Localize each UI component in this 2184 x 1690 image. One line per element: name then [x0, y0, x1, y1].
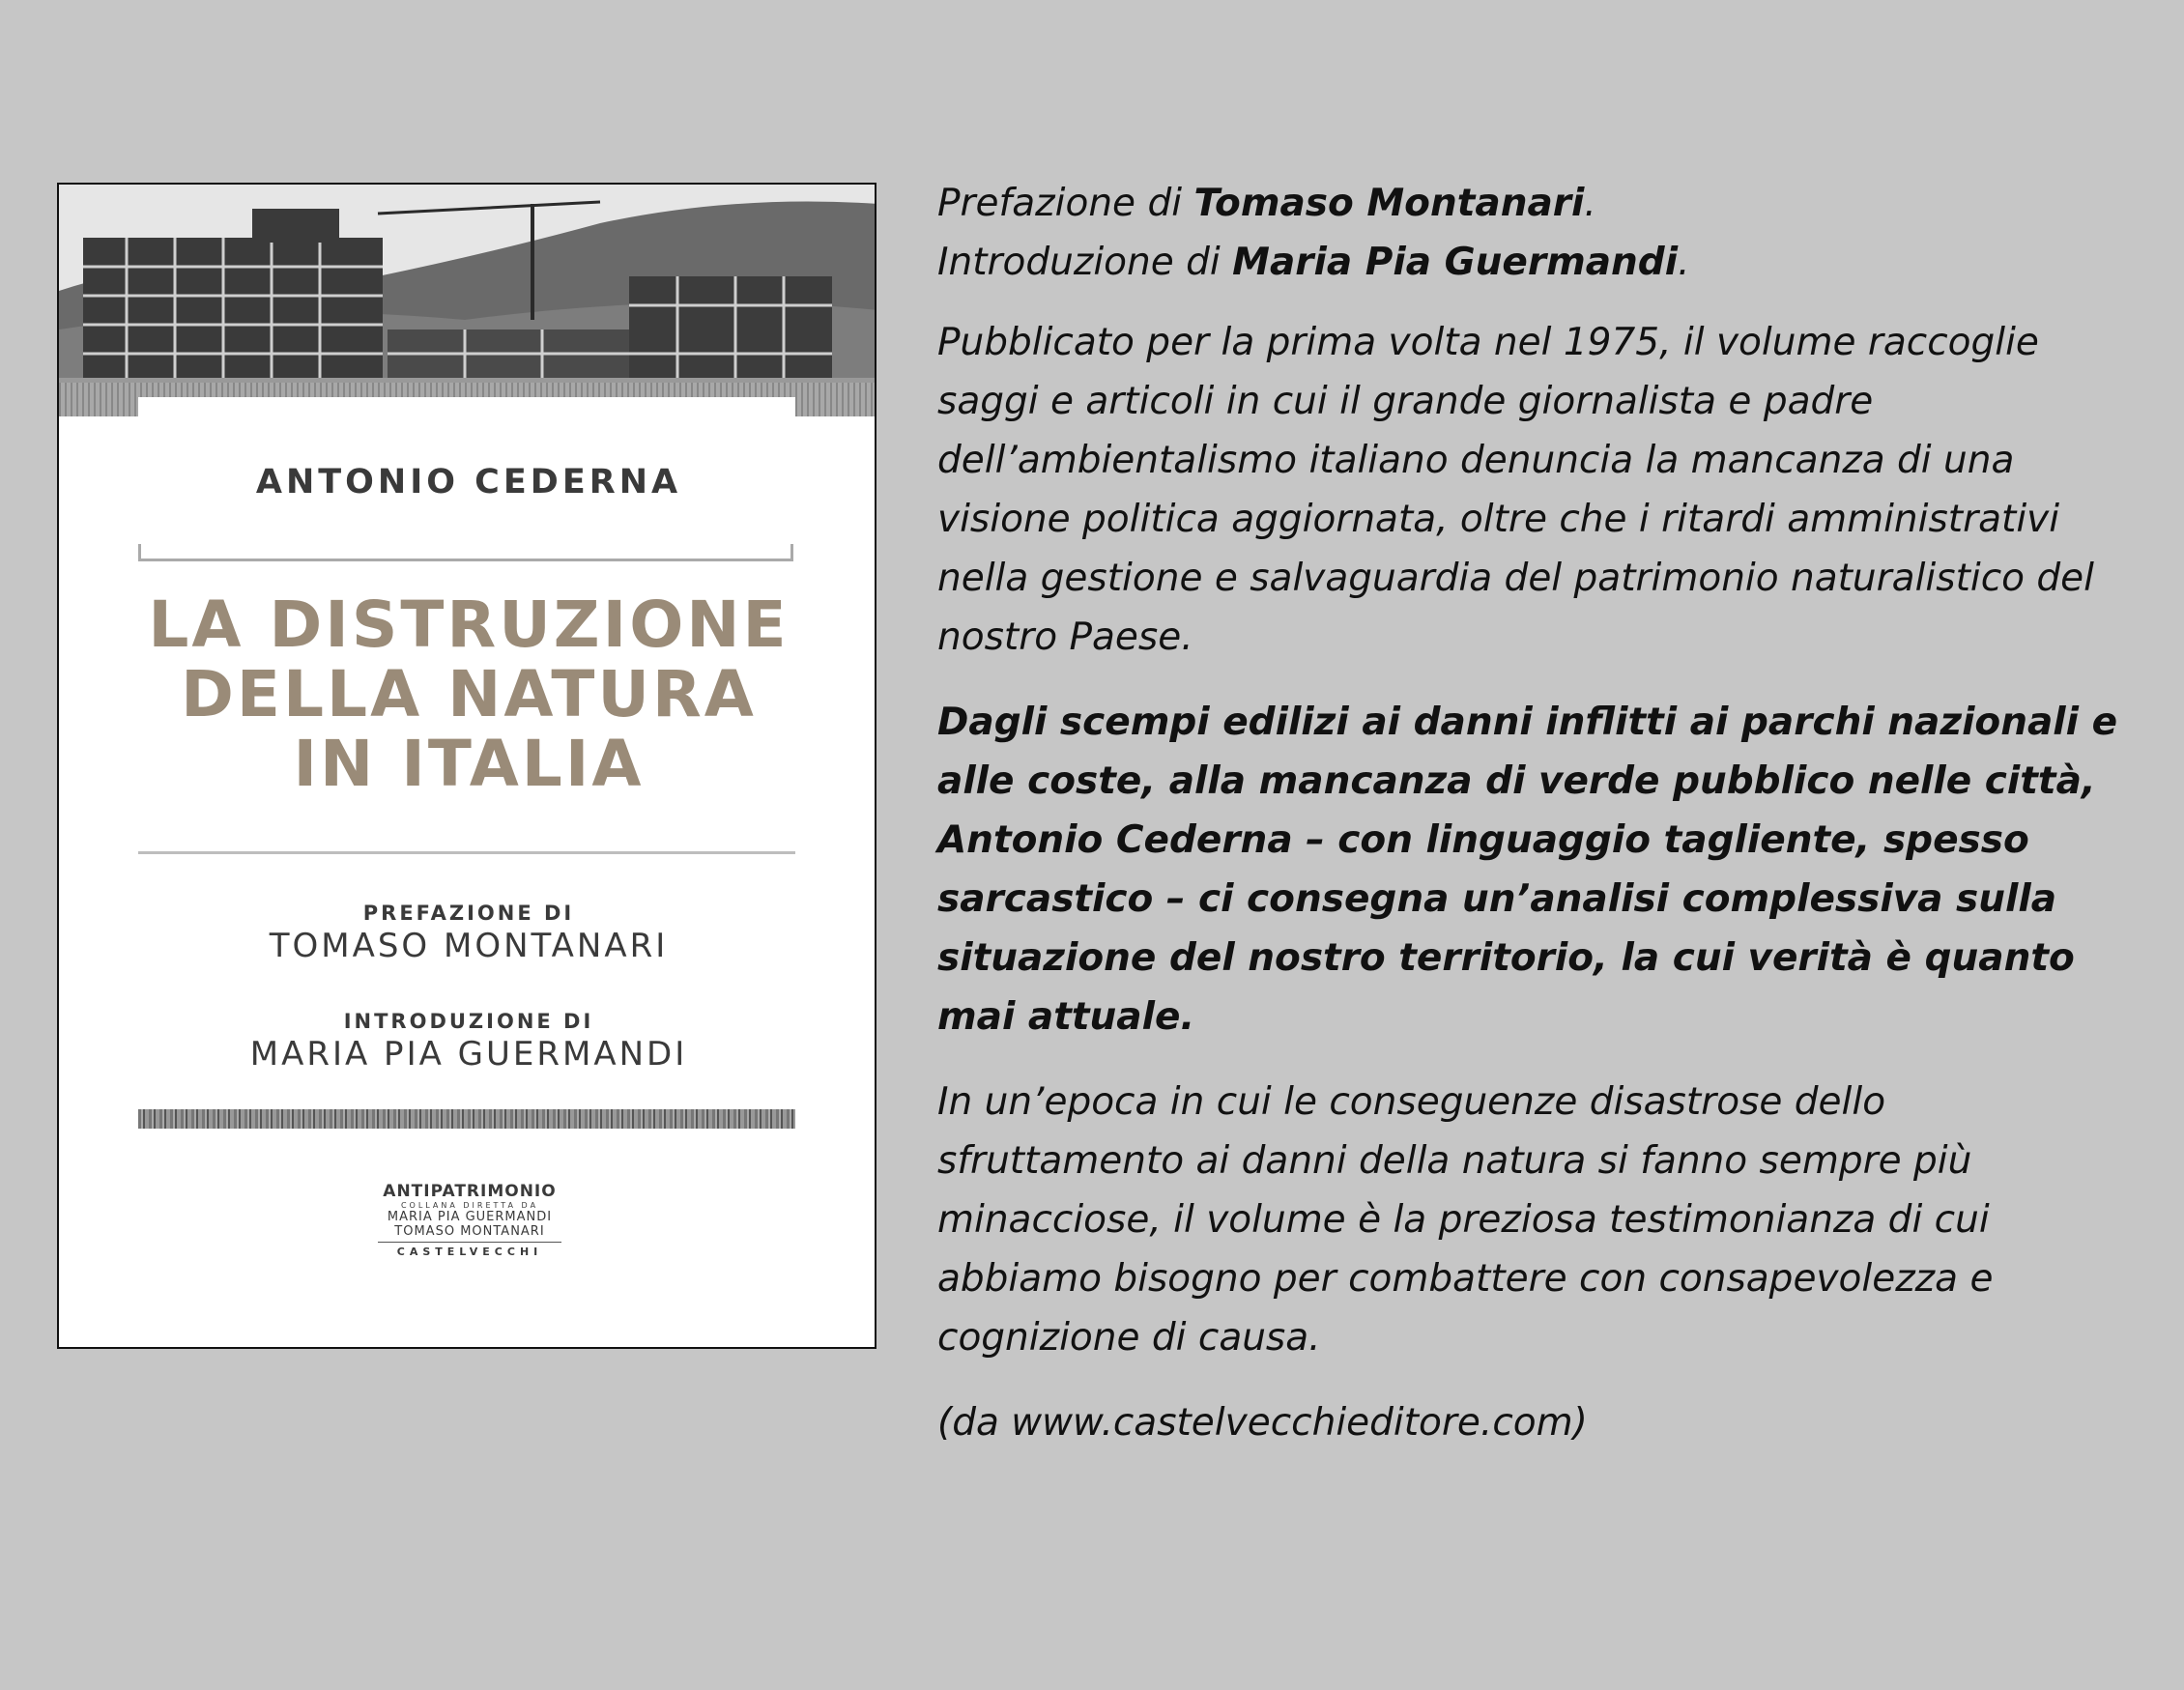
book-cover — [57, 183, 876, 1349]
preface-name: Tomaso Montanari — [1193, 182, 1585, 225]
cover-photo-construction-site — [59, 185, 876, 416]
preface-suffix: . — [1584, 182, 1596, 225]
intro-prefix: Introduzione di — [937, 241, 1233, 284]
cover-title-line: DELLA NATURA — [181, 657, 757, 731]
cover-series-logo — [368, 1182, 571, 1258]
cover-title-line: LA DISTRUZIONE — [148, 587, 790, 662]
cover-preface-name: TOMASO MONTANARI — [269, 927, 669, 965]
book-description — [937, 174, 2136, 1452]
cover-bracket-divider — [138, 544, 793, 561]
series-rule — [378, 1242, 561, 1243]
cover-author: ANTONIO CEDERNA — [255, 463, 682, 501]
intro-suffix: . — [1678, 241, 1690, 284]
series-subtitle: COLLANA DIRETTA DA — [400, 1201, 539, 1210]
cover-intro-label: INTRODUZIONE DI — [343, 1010, 594, 1033]
cover-title-line: IN ITALIA — [293, 727, 645, 801]
series-editor: TOMASO MONTANARI — [394, 1224, 545, 1239]
credits — [937, 174, 2136, 292]
cover-intro-name: MARIA PIA GUERMANDI — [249, 1035, 688, 1074]
source-note: (da www.castelvecchieditore.com) — [937, 1401, 1588, 1445]
cover-preface-label: PREFAZIONE DI — [362, 902, 575, 925]
publisher-name: CASTELVECCHI — [396, 1246, 543, 1258]
series-editor: MARIA PIA GUERMANDI — [387, 1210, 553, 1224]
cover-grass-strip — [138, 1109, 795, 1129]
cover-white-inset — [138, 397, 795, 436]
paragraph-highlight: Dagli scempi edilizi ai danni inflitti ai parchi nazionali e alle coste, alla mancanza di verde pubblico nelle città, Antonio Cederna – con linguaggio tagliente, spesso sarcastico – ci consegna un’analisi complessiva sulla situazione del nostro territorio, la cui verità è quanto mai attuale. — [937, 701, 2118, 1039]
cover-divider — [138, 851, 795, 854]
preface-prefix: Prefazione di — [937, 182, 1194, 225]
intro-name: Maria Pia Guermandi — [1232, 241, 1679, 284]
paragraph-publication: Pubblicato per la prima volta nel 1975, il volume raccoglie saggi e articoli in cui il grande giornalista e padre dell’ambientalismo italiano denuncia la mancanza di una visione politica aggiornata, oltre che i ritardi amministrativi nella gestione e salvaguardia del patrimonio naturalistico del nostro Paese. — [937, 321, 2094, 659]
cover-title — [59, 587, 876, 801]
series-name: ANTIPATRIMONIO — [383, 1182, 557, 1201]
paragraph-context: In un’epoca in cui le conseguenze disastrose dello sfruttamento ai danni della natura si fanno sempre più minacciose, il volume è la preziosa testimonianza di cui abbiamo bisogno per combattere con consapevolezza e cognizione di causa. — [937, 1080, 1994, 1360]
